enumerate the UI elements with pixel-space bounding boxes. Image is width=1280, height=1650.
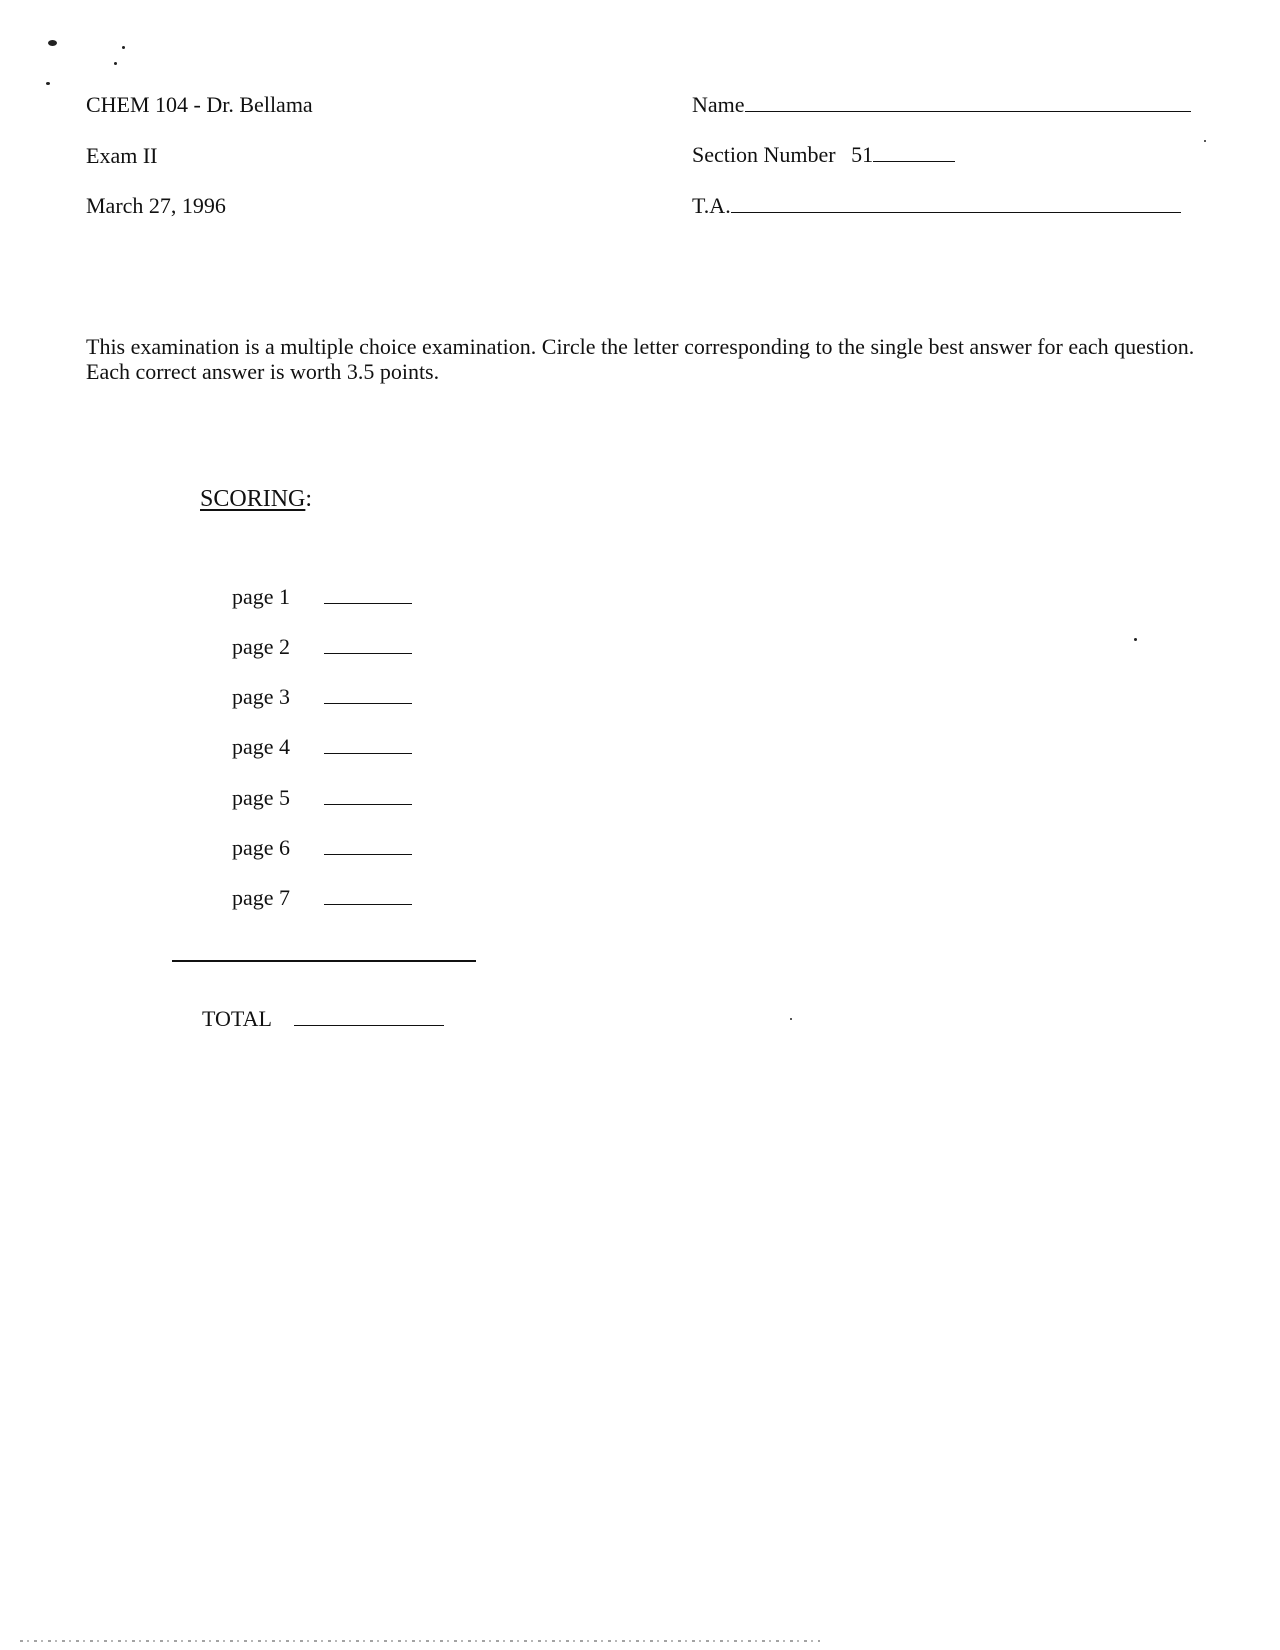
instructions: This examination is a multiple choice examination. Circle the letter corresponding to the single best answer for each question. Each correct answer is worth 3.5 points.: [86, 334, 1195, 384]
scan-edge-noise: [20, 1640, 820, 1642]
score-blank[interactable]: [324, 753, 412, 754]
scan-speck: [48, 40, 57, 46]
score-row-page-4: [232, 734, 412, 760]
scan-speck: [114, 62, 117, 65]
total-row: [202, 1006, 444, 1032]
score-label: page 2: [232, 634, 291, 659]
name-field[interactable]: [692, 92, 1191, 118]
score-blank[interactable]: [324, 854, 412, 855]
score-blank[interactable]: [324, 653, 412, 654]
score-label: page 5: [232, 785, 291, 810]
ta-label: T.A.: [692, 193, 731, 218]
score-label: page 6: [232, 835, 291, 860]
score-blank[interactable]: [324, 703, 412, 704]
score-label: page 7: [232, 885, 291, 910]
section-label: Section Number: [692, 142, 836, 167]
score-blank[interactable]: [324, 904, 412, 905]
scan-speck: [1204, 140, 1206, 142]
score-row-page-2: [232, 634, 412, 660]
scoring-heading: [200, 486, 312, 513]
exam-date: March 27, 1996: [86, 193, 226, 218]
score-row-page-5: [232, 785, 412, 811]
scoring-title-colon: :: [305, 486, 313, 512]
score-blank[interactable]: [324, 804, 412, 805]
score-blank[interactable]: [324, 603, 412, 604]
score-row-page-1: [232, 584, 412, 610]
section-field[interactable]: [692, 142, 955, 168]
score-label: page 4: [232, 734, 291, 759]
scoring-title: SCORING: [200, 486, 306, 512]
section-value: 51: [851, 142, 874, 167]
scan-speck: [1134, 638, 1137, 641]
score-row-page-7: [232, 885, 412, 911]
scan-speck: [790, 1018, 792, 1020]
section-blank[interactable]: [873, 161, 955, 162]
score-row-page-3: [232, 684, 412, 710]
course-title: CHEM 104 - Dr. Bellama: [86, 92, 313, 117]
score-row-page-6: [232, 835, 412, 861]
total-label: TOTAL: [202, 1006, 272, 1031]
ta-blank[interactable]: [731, 212, 1181, 213]
scan-speck: [122, 46, 125, 49]
name-blank[interactable]: [745, 111, 1191, 112]
name-label: Name: [692, 92, 745, 117]
scan-speck: [46, 82, 50, 85]
total-divider: [172, 960, 476, 962]
score-label: page 3: [232, 684, 291, 709]
ta-field[interactable]: [692, 193, 1181, 219]
total-blank[interactable]: [294, 1025, 444, 1026]
score-label: page 1: [232, 584, 291, 609]
exam-title: Exam II: [86, 143, 158, 168]
